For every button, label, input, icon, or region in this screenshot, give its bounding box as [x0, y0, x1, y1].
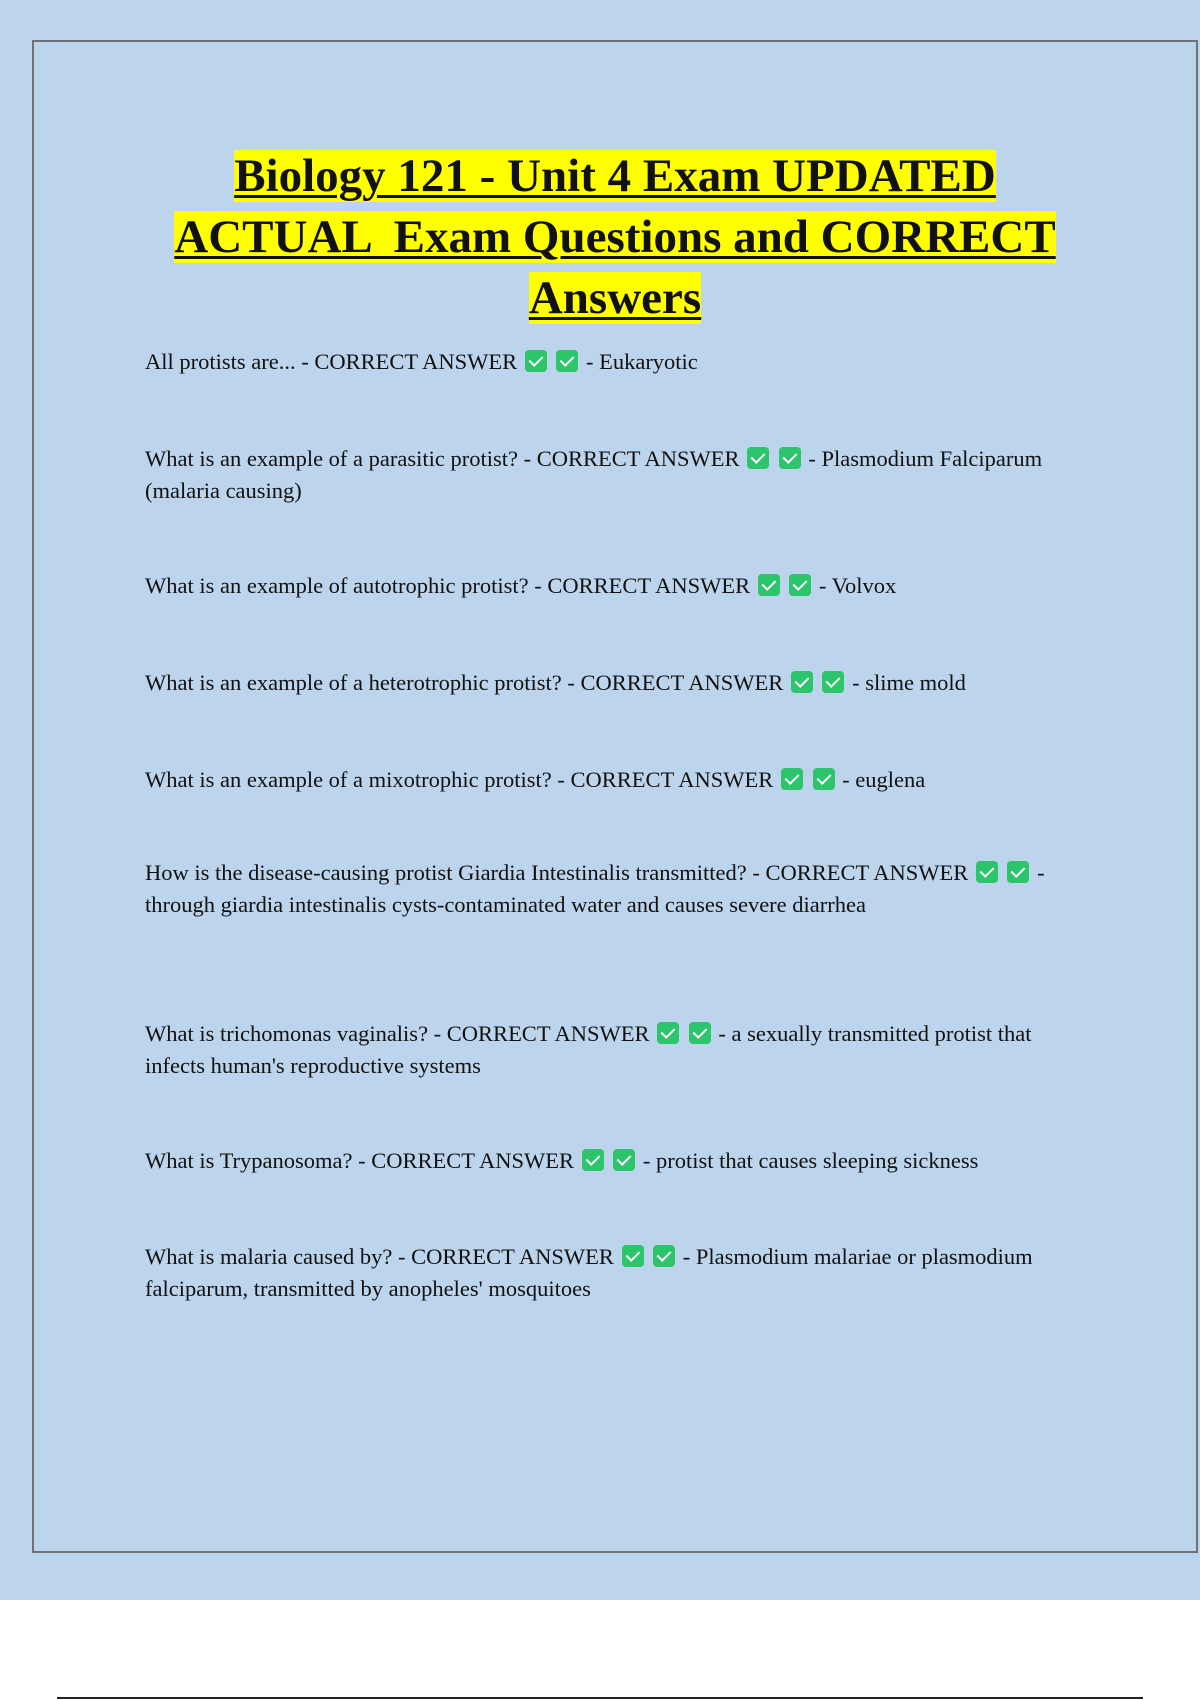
check-icon [556, 350, 578, 372]
question-text: What is an example of a parasitic protist? - CORRECT ANSWER [145, 446, 740, 471]
question-text: All protists are... - CORRECT ANSWER [145, 349, 518, 374]
check-icon [758, 574, 780, 596]
check-icon [582, 1149, 604, 1171]
question-text: What is an example of a heterotrophic protist? - CORRECT ANSWER [145, 670, 784, 695]
answer-text: - Plasmodium Falciparum (malaria causing) [145, 446, 1043, 503]
check-icon [813, 768, 835, 790]
check-icon [525, 350, 547, 372]
question-text: How is the disease-causing protist Giardia Intestinalis transmitted? - CORRECT ANSWER [145, 860, 969, 885]
title-line-1: Biology 121 - Unit 4 Exam UPDATED [234, 150, 996, 202]
answer-text: - slime mold [852, 670, 966, 695]
check-icon [791, 671, 813, 693]
check-icon [781, 768, 803, 790]
answer-text: - Volvox [819, 573, 897, 598]
answer-text: - euglena [842, 767, 926, 792]
qa-item [145, 443, 1070, 507]
title-line-2: ACTUAL Exam Questions and CORRECT [174, 211, 1056, 263]
qa-item [145, 1018, 1070, 1082]
answer-text: - protist that causes sleeping sickness [642, 1148, 979, 1173]
check-icon [779, 447, 801, 469]
check-icon [657, 1022, 679, 1044]
question-text: What is Trypanosoma? - CORRECT ANSWER [145, 1148, 574, 1173]
check-icon [976, 861, 998, 883]
question-text: What is trichomonas vaginalis? - CORRECT ANSWER [145, 1021, 650, 1046]
answer-text: - through giardia intestinalis cysts-contaminated water and causes severe diarrhea [145, 860, 1045, 917]
qa-item [145, 570, 1070, 602]
title-line-3: Answers [528, 272, 702, 324]
check-icon [622, 1245, 644, 1267]
answer-text: - Eukaryotic [585, 349, 698, 374]
qa-item [145, 1241, 1070, 1305]
qa-item [145, 857, 1070, 921]
check-icon [789, 574, 811, 596]
qa-item [145, 764, 1070, 796]
document-title [60, 146, 1170, 329]
qa-item [145, 1145, 1070, 1177]
answer-text: - a sexually transmitted protist that infects human's reproductive systems [145, 1021, 1032, 1078]
qa-item [145, 667, 1070, 699]
footer-rule [57, 1697, 1143, 1699]
check-icon [1007, 861, 1029, 883]
question-text: What is an example of autotrophic protist? - CORRECT ANSWER [145, 573, 751, 598]
qa-item [145, 346, 1070, 378]
check-icon [747, 447, 769, 469]
check-icon [822, 671, 844, 693]
check-icon [653, 1245, 675, 1267]
answer-text: - Plasmodium malariae or plasmodium falciparum, transmitted by anopheles' mosquitoes [145, 1244, 1033, 1301]
check-icon [613, 1149, 635, 1171]
question-text: What is an example of a mixotrophic protist? - CORRECT ANSWER [145, 767, 774, 792]
check-icon [689, 1022, 711, 1044]
question-text: What is malaria caused by? - CORRECT ANSWER [145, 1244, 614, 1269]
